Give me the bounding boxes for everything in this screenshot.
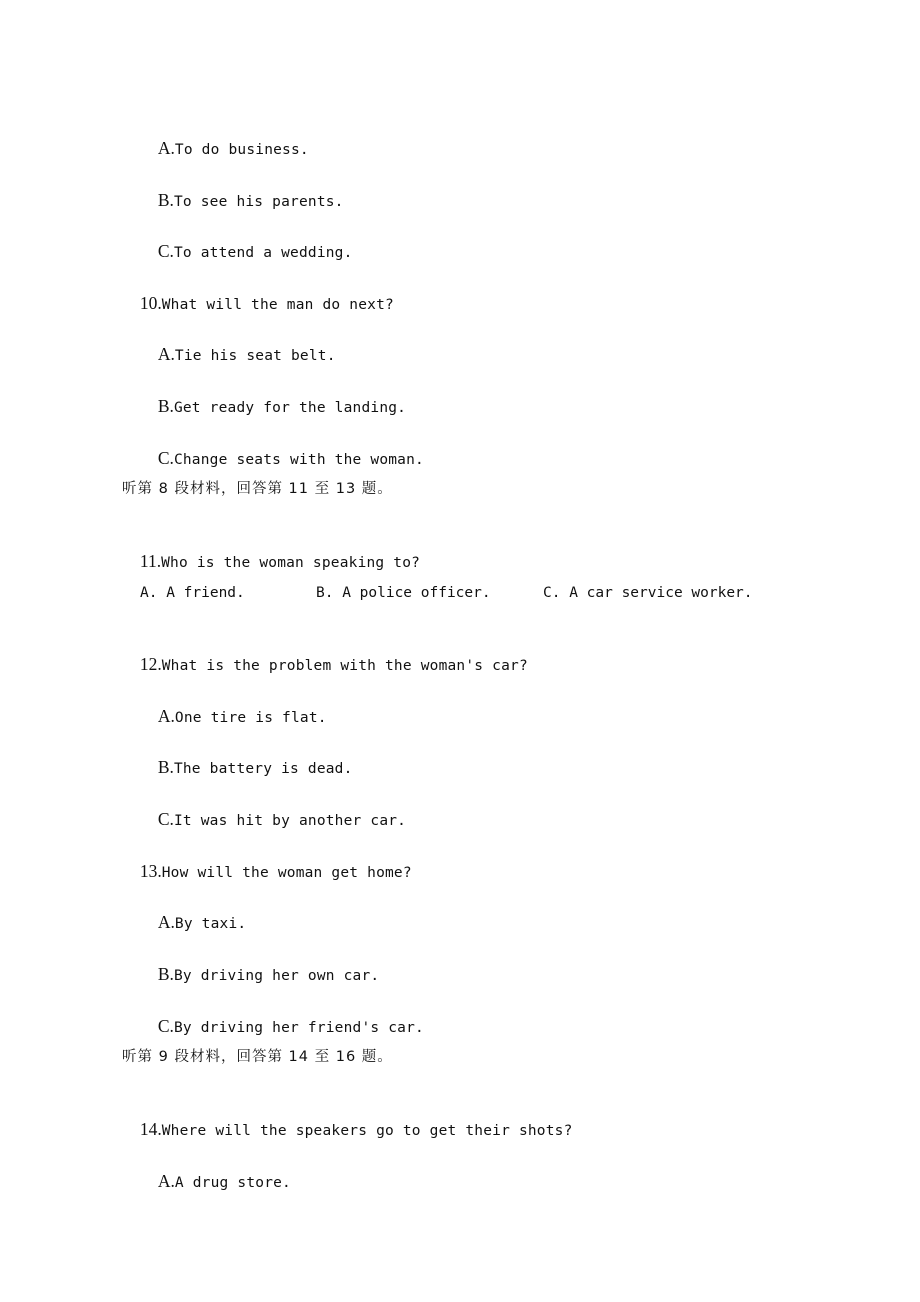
option-label: A. [157,706,175,726]
question-text: Who is the woman speaking to? [161,555,421,571]
question-10 [122,273,394,315]
option-label: A. [157,344,175,364]
option-label: A. [157,912,175,932]
q9-option-c [140,221,353,263]
option-text: It was hit by another car. [173,813,407,829]
q12-option-b [140,737,353,779]
option-text: Tie his seat belt. [174,348,336,364]
q9-option-b [140,170,344,212]
option-label: C. [157,1016,174,1036]
question-number: 14. [139,1119,162,1139]
option-text: A drug store. [174,1175,291,1191]
option-label: B. [157,757,174,777]
option-label: C. [157,448,174,468]
option-label: B. [157,396,174,416]
option-text: The battery is dead. [173,761,353,777]
q10-option-a [140,324,336,366]
q13-option-a [140,892,246,934]
option-text: Get ready for the landing. [173,400,407,416]
question-text: What will the man do next? [161,297,394,313]
question-12 [122,634,528,676]
question-number: 11. [139,551,162,571]
option-label: A. [157,1171,175,1191]
question-text: How will the woman get home? [161,865,412,881]
option-label: C. [157,241,174,261]
question-number: 12. [139,654,162,674]
question-14 [122,1099,573,1141]
question-text: Where will the speakers go to get their shots? [161,1123,573,1139]
section-8-instruction: 听第 8 段材料，回答第 11 至 13 题。 [122,481,393,497]
q11-option-a: A. A friend. [140,585,245,601]
q11-option-c: C. A car service worker. [543,585,753,601]
q10-option-c [140,428,424,470]
option-text: To do business. [174,142,309,158]
q13-option-c [140,996,424,1038]
q9-option-a [140,118,309,160]
q11-option-b: B. A police officer. [316,585,491,601]
option-text: By taxi. [174,916,247,932]
option-text: By driving her friend's car. [173,1020,424,1036]
option-text: By driving her own car. [173,968,380,984]
q13-option-b [140,944,379,986]
q14-option-a [140,1151,291,1193]
q10-option-b [140,376,406,418]
option-text: One tire is flat. [174,710,327,726]
option-label: A. [157,138,175,158]
option-label: C. [157,809,174,829]
q12-option-a [140,686,327,728]
option-text: To attend a wedding. [173,245,353,261]
q12-option-c [140,789,406,831]
question-number: 10. [139,293,162,313]
option-text: Change seats with the woman. [173,452,424,468]
question-13 [122,841,412,883]
question-11 [122,531,420,573]
option-label: B. [157,964,174,984]
option-label: B. [157,190,174,210]
section-9-instruction: 听第 9 段材料，回答第 14 至 16 题。 [122,1049,393,1065]
question-number: 13. [139,861,162,881]
option-text: To see his parents. [173,194,344,210]
question-text: What is the problem with the woman's car? [161,658,528,674]
